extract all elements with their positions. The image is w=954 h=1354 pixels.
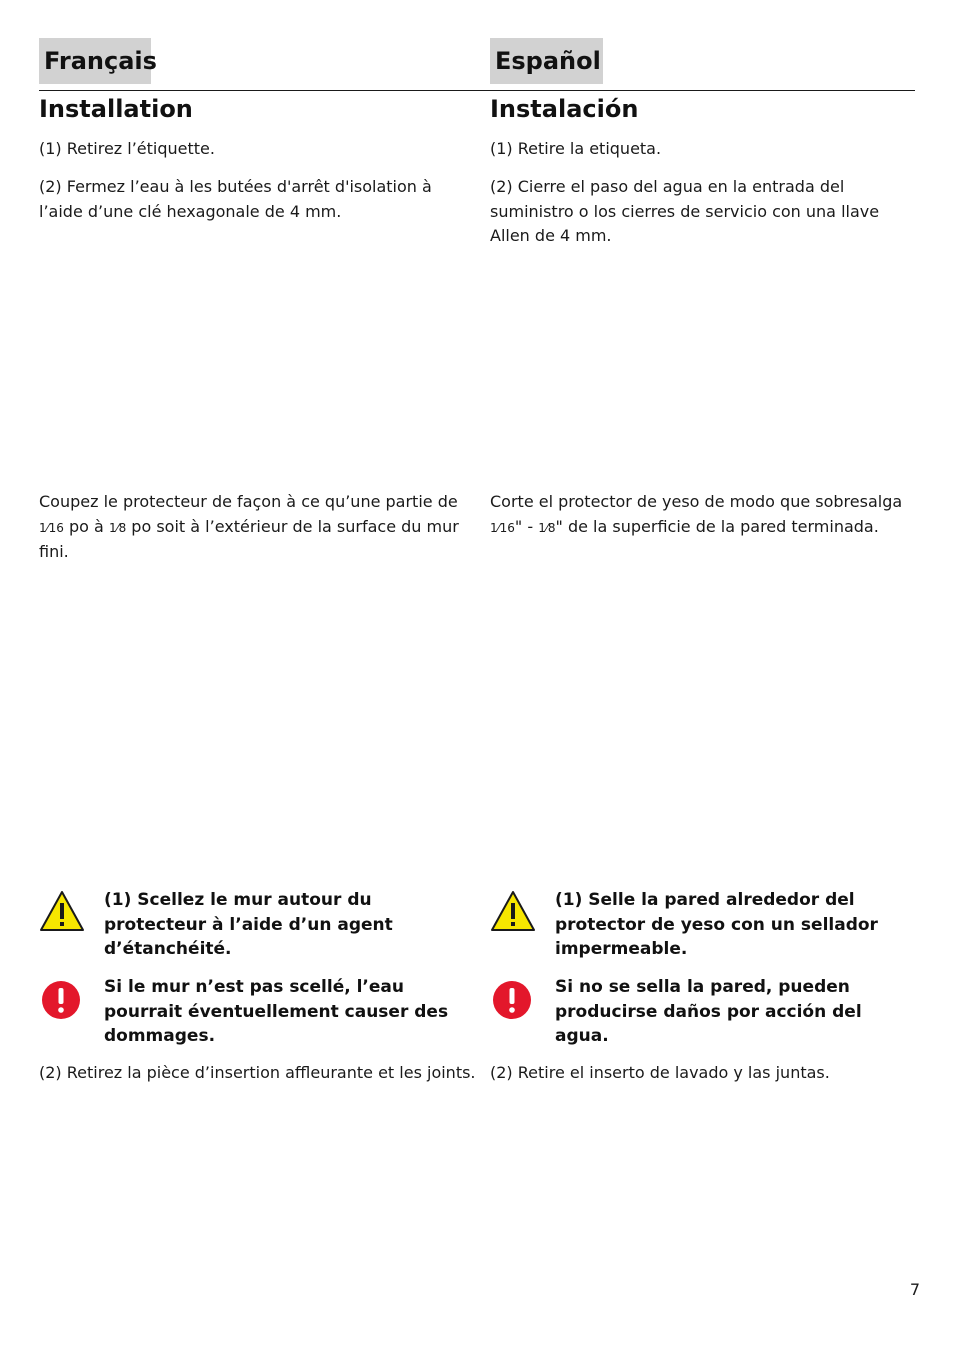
header-rule	[39, 90, 915, 91]
caution-text: (1) Selle la pared alrededor del protector de yeso con un sellador impermeable.	[555, 890, 878, 959]
section-title: Installation	[39, 95, 193, 123]
warning-triangle-icon	[39, 890, 85, 932]
step-remove-insert: (2) Retirez la pièce d’insertion affleurante et les joints.	[39, 1063, 476, 1082]
step-remove-insert: (2) Retire el inserto de lavado y las juntas.	[490, 1063, 830, 1082]
cut-protector-text: Corte el protector de yeso de modo que sobresalga 1⁄16" - 1⁄8" de la superficie de la pared terminada.	[490, 492, 903, 536]
step-shut-water: (2) Cierre el paso del agua en la entrada del suministro o los cierres de servicio con una llave Allen de 4 mm.	[490, 177, 880, 245]
notice-text: Si le mur n’est pas scellé, l’eau pourrait éventuellement causer des dommages.	[104, 977, 449, 1046]
language-tab-french: Français	[39, 38, 151, 84]
notice-text: Si no se sella la pared, pueden producirse daños por acción del agua.	[555, 977, 862, 1046]
cut-protector-text: Coupez le protecteur de façon à ce qu’une partie de 1⁄16 po à 1⁄8 po soit à l’extérieur de la surface du mur fini.	[39, 492, 459, 561]
language-tab-spanish: Español	[490, 38, 603, 84]
exclamation-circle-icon	[41, 980, 81, 1020]
step-remove-label: (1) Retire la etiqueta.	[490, 139, 662, 158]
exclamation-circle-icon	[492, 980, 532, 1020]
step-shut-water: (2) Fermez l’eau à les butées d'arrêt d'isolation à l’aide d’une clé hexagonale de 4 mm.	[39, 177, 432, 221]
caution-text: (1) Scellez le mur autour du protecteur à l’aide d’un agent d’étanchéité.	[104, 890, 393, 959]
step-remove-label: (1) Retirez l’étiquette.	[39, 139, 215, 158]
section-title: Instalación	[490, 95, 639, 123]
warning-triangle-icon	[490, 890, 536, 932]
page-number: 7	[909, 1280, 920, 1299]
